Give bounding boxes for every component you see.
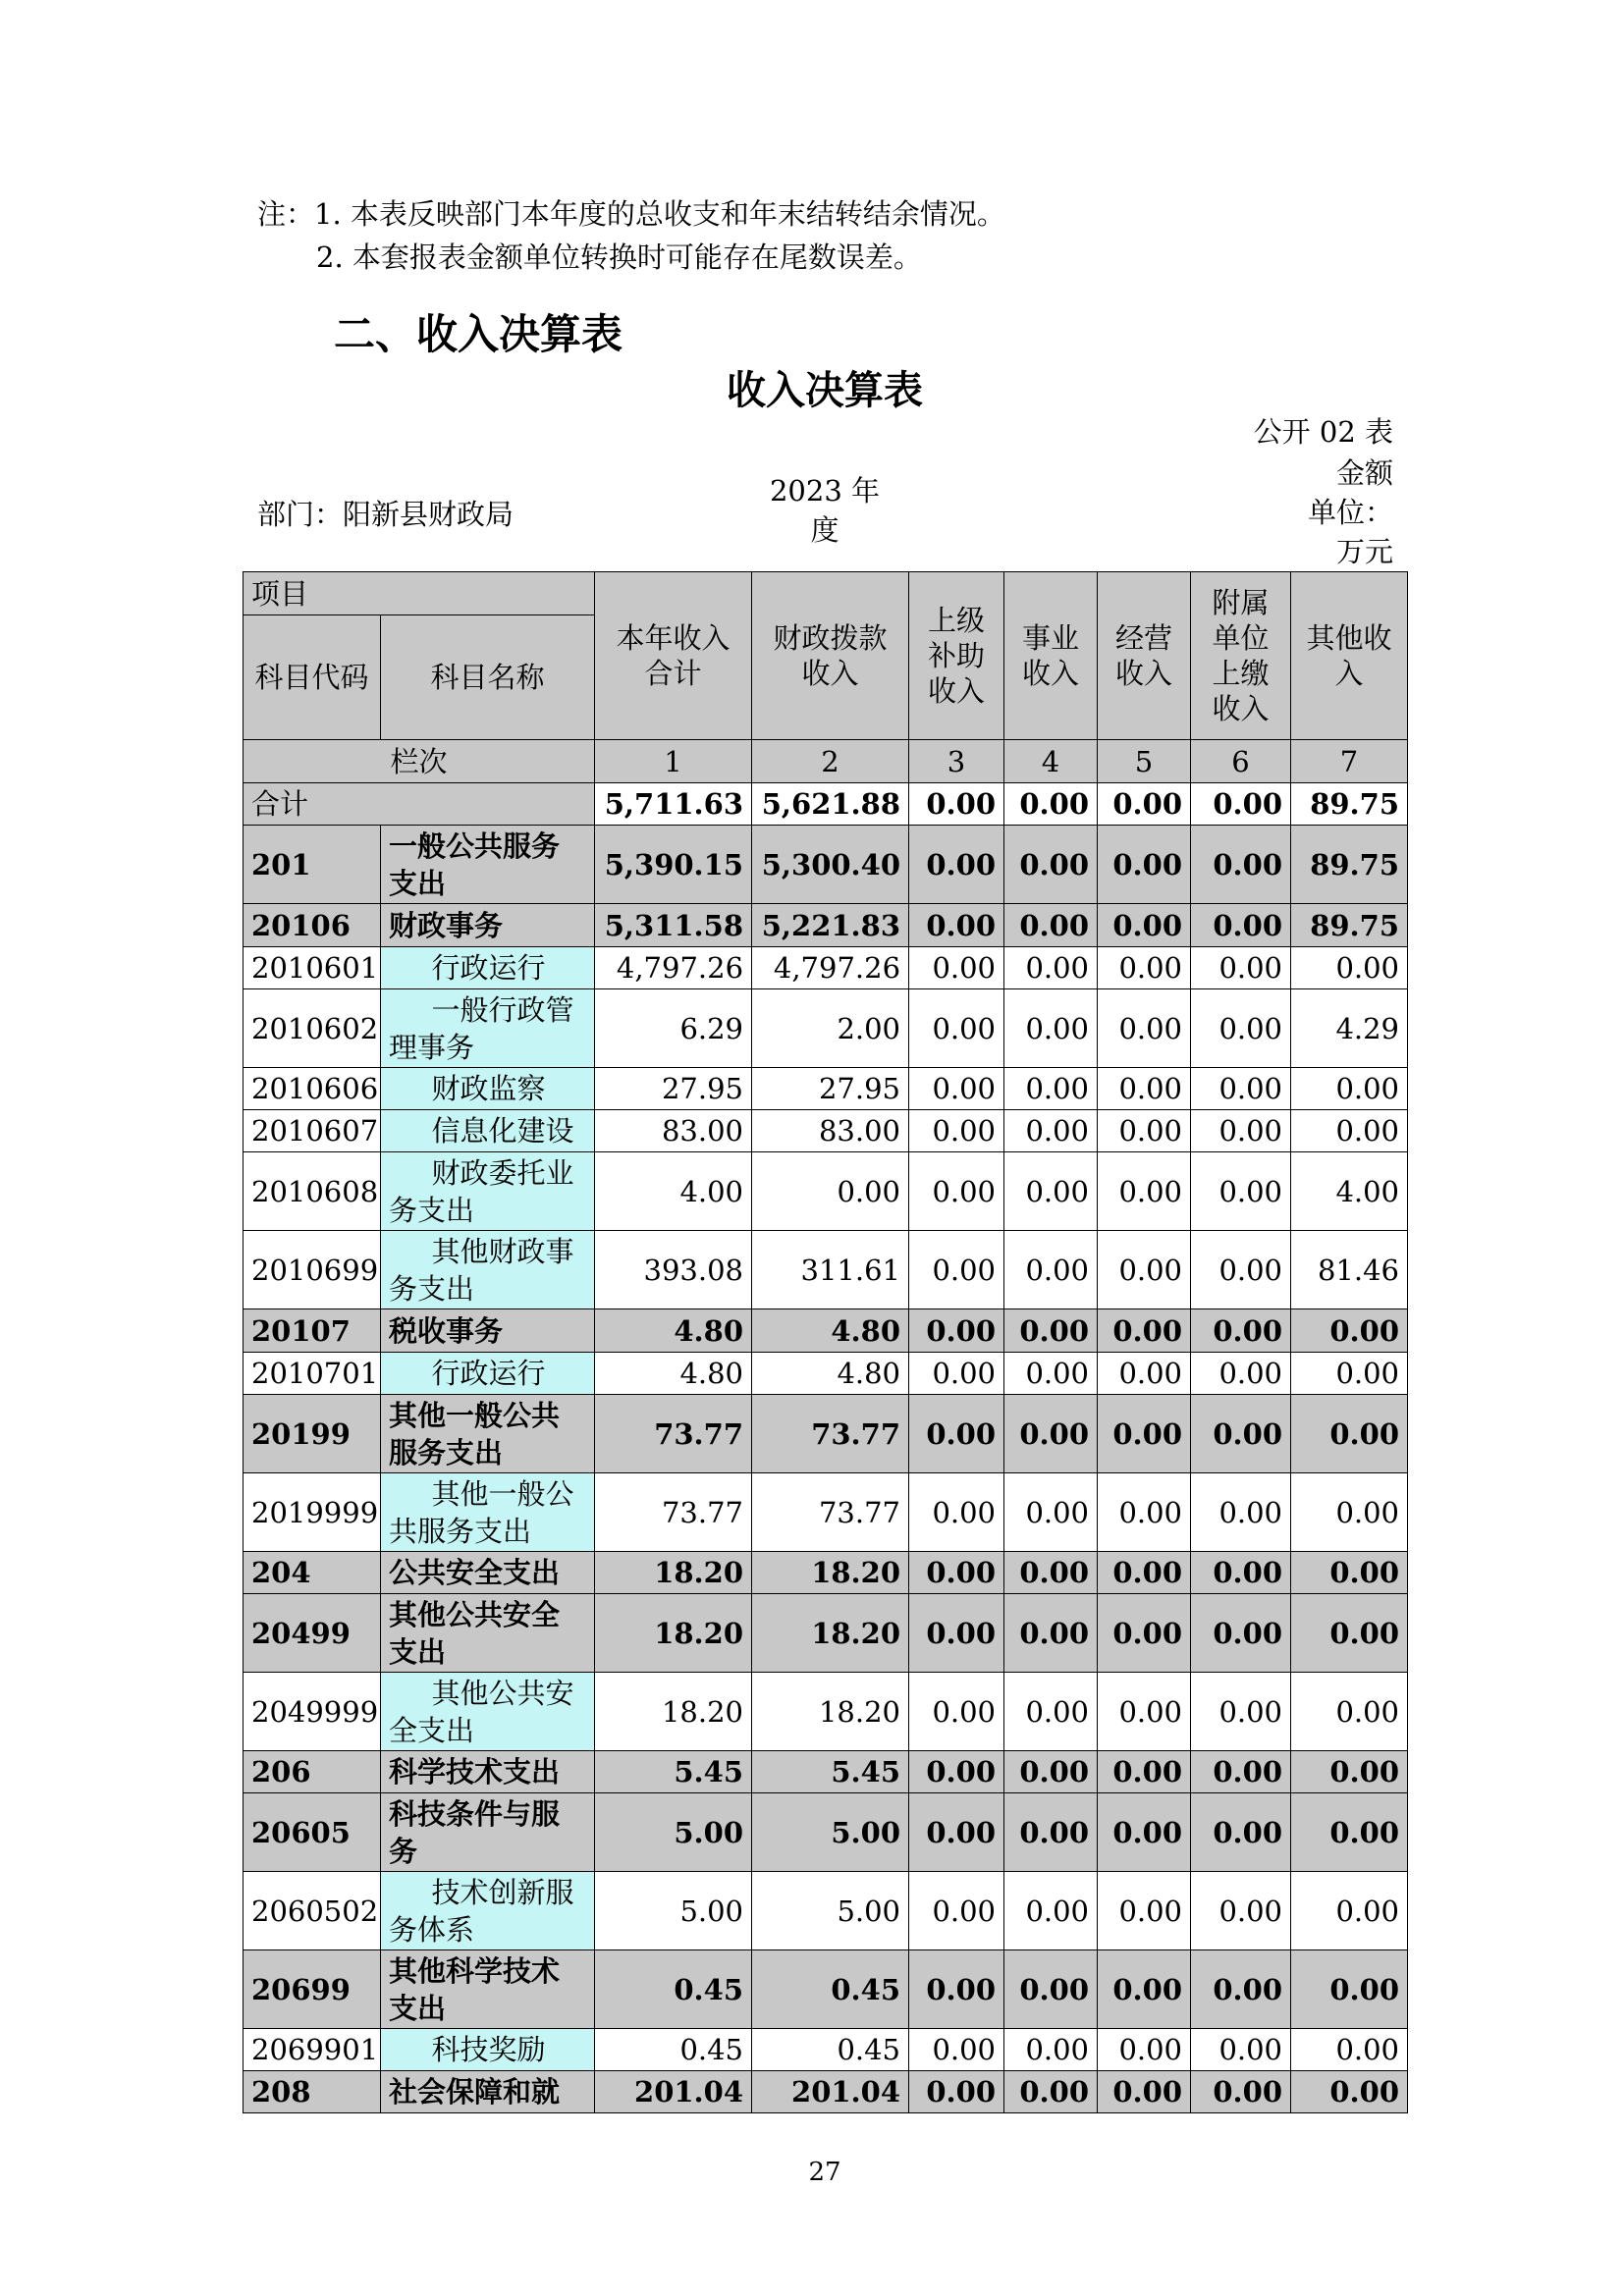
amount-cell: 0.00 xyxy=(909,2071,1004,2113)
amount-cell: 0.00 xyxy=(1098,1872,1191,1950)
amount-cell: 0.00 xyxy=(1291,1594,1408,1673)
amount-cell: 4.80 xyxy=(595,1353,752,1395)
amount-cell: 0.00 xyxy=(1004,2071,1098,2113)
income-table xyxy=(243,571,1408,2113)
subject-name: 行政运行 xyxy=(381,1353,595,1395)
amount-cell: 0.00 xyxy=(1004,1309,1098,1353)
amount-cell: 5.45 xyxy=(595,1751,752,1793)
amount-cell: 0.00 xyxy=(909,1353,1004,1395)
amount-cell: 0.00 xyxy=(1098,1152,1191,1231)
subject-name: 信息化建设 xyxy=(381,1110,595,1152)
subject-name: 科技条件与服务 xyxy=(381,1793,595,1872)
amount-cell: 4,797.26 xyxy=(752,947,909,989)
amount-cell: 4.80 xyxy=(752,1353,909,1395)
amount-cell: 0.00 xyxy=(909,1309,1004,1353)
column-number: 7 xyxy=(1291,740,1408,783)
amount-cell: 0.00 xyxy=(1004,1473,1098,1552)
note-line-2: 2. 本套报表金额单位转换时可能存在尾数误差。 xyxy=(316,240,922,274)
subject-code: 2010608 xyxy=(244,1152,381,1231)
subject-name: 其他财政事务支出 xyxy=(381,1231,595,1309)
amount-cell: 18.20 xyxy=(752,1594,909,1673)
total-value: 0.00 xyxy=(1191,783,1291,826)
header-col-superior: 上级补助收入 xyxy=(909,572,1004,740)
amount-cell: 0.00 xyxy=(909,1594,1004,1673)
subject-code: 206 xyxy=(244,1751,381,1793)
amount-cell: 83.00 xyxy=(595,1110,752,1152)
column-number: 3 xyxy=(909,740,1004,783)
header-col-business: 经营收入 xyxy=(1098,572,1191,740)
total-value: 5,711.63 xyxy=(595,783,752,826)
amount-cell: 0.00 xyxy=(1098,1950,1191,2029)
amount-cell: 0.00 xyxy=(1191,1110,1291,1152)
subject-code: 2069901 xyxy=(244,2029,381,2071)
unit-label-line-3: 万元 xyxy=(1335,535,1393,568)
column-number: 4 xyxy=(1004,740,1098,783)
amount-cell: 0.00 xyxy=(1191,1673,1291,1751)
subject-name: 其他一般公共服务支出 xyxy=(381,1395,595,1473)
amount-cell: 0.00 xyxy=(1098,904,1191,947)
subject-code: 20499 xyxy=(244,1594,381,1673)
amount-cell: 0.00 xyxy=(1098,1473,1191,1552)
amount-cell: 0.00 xyxy=(909,1872,1004,1950)
table-row xyxy=(244,989,1408,1068)
amount-cell: 0.00 xyxy=(752,1152,909,1231)
header-col-total: 本年收入合计 xyxy=(595,572,752,740)
amount-cell: 0.00 xyxy=(1291,1673,1408,1751)
amount-cell: 0.00 xyxy=(1191,2029,1291,2071)
amount-cell: 0.00 xyxy=(1291,1950,1408,2029)
amount-cell: 0.00 xyxy=(1004,989,1098,1068)
column-label: 栏次 xyxy=(244,740,595,783)
table-row xyxy=(244,1068,1408,1110)
amount-cell: 4.29 xyxy=(1291,989,1408,1068)
column-number: 1 xyxy=(595,740,752,783)
amount-cell: 0.00 xyxy=(1191,1950,1291,2029)
amount-cell: 201.04 xyxy=(595,2071,752,2113)
amount-cell: 0.00 xyxy=(1004,1552,1098,1594)
page-number: 27 xyxy=(808,2158,841,2187)
total-value: 0.00 xyxy=(1004,783,1098,826)
amount-cell: 0.00 xyxy=(1291,1110,1408,1152)
amount-cell: 0.00 xyxy=(1191,1353,1291,1395)
header-col-other: 其他收入 xyxy=(1291,572,1408,740)
subject-code: 2010701 xyxy=(244,1353,381,1395)
table-row xyxy=(244,826,1408,904)
subject-code: 20605 xyxy=(244,1793,381,1872)
table-row xyxy=(244,1110,1408,1152)
table-row xyxy=(244,1950,1408,2029)
subject-code: 201 xyxy=(244,826,381,904)
amount-cell: 83.00 xyxy=(752,1110,909,1152)
amount-cell: 5.00 xyxy=(595,1872,752,1950)
amount-cell: 0.00 xyxy=(909,1751,1004,1793)
subject-name: 一般公共服务支出 xyxy=(381,826,595,904)
subject-name: 公共安全支出 xyxy=(381,1552,595,1594)
amount-cell: 0.00 xyxy=(1004,904,1098,947)
amount-cell: 0.00 xyxy=(909,1673,1004,1751)
amount-cell: 0.00 xyxy=(1191,1793,1291,1872)
amount-cell: 0.00 xyxy=(1098,1353,1191,1395)
report-year xyxy=(766,471,884,550)
amount-cell: 0.00 xyxy=(1098,1552,1191,1594)
header-name: 科目名称 xyxy=(381,615,595,740)
amount-cell: 0.45 xyxy=(595,1950,752,2029)
amount-cell: 0.45 xyxy=(752,2029,909,2071)
amount-cell: 0.00 xyxy=(909,1473,1004,1552)
subject-code: 208 xyxy=(244,2071,381,2113)
amount-cell: 0.00 xyxy=(909,1552,1004,1594)
amount-cell: 4,797.26 xyxy=(595,947,752,989)
amount-cell: 0.00 xyxy=(1098,1110,1191,1152)
subject-name: 其他公共安全支出 xyxy=(381,1594,595,1673)
subject-name: 一般行政管理事务 xyxy=(381,989,595,1068)
subject-code: 2060502 xyxy=(244,1872,381,1950)
amount-cell: 201.04 xyxy=(752,2071,909,2113)
total-value: 0.00 xyxy=(1098,783,1191,826)
table-row xyxy=(244,1152,1408,1231)
amount-cell: 18.20 xyxy=(752,1552,909,1594)
amount-cell: 2.00 xyxy=(752,989,909,1068)
table-row xyxy=(244,1473,1408,1552)
amount-cell: 0.00 xyxy=(1098,1594,1191,1673)
amount-cell: 73.77 xyxy=(595,1473,752,1552)
amount-cell: 0.00 xyxy=(1191,1152,1291,1231)
subject-code: 20106 xyxy=(244,904,381,947)
amount-cell: 89.75 xyxy=(1291,826,1408,904)
section-heading: 二、收入决算表 xyxy=(334,310,623,358)
amount-cell: 5,311.58 xyxy=(595,904,752,947)
amount-cell: 0.00 xyxy=(909,1395,1004,1473)
column-number-row xyxy=(244,740,1408,783)
amount-cell: 0.00 xyxy=(1191,1594,1291,1673)
table-row xyxy=(244,1552,1408,1594)
amount-cell: 0.00 xyxy=(909,1231,1004,1309)
amount-cell: 4.00 xyxy=(595,1152,752,1231)
header-col-affiliated: 附属单位上缴收入 xyxy=(1191,572,1291,740)
table-row xyxy=(244,947,1408,989)
total-row xyxy=(244,783,1408,826)
amount-cell: 0.00 xyxy=(909,1950,1004,2029)
subject-code: 2010607 xyxy=(244,1110,381,1152)
amount-cell: 0.00 xyxy=(1191,1473,1291,1552)
subject-code: 20199 xyxy=(244,1395,381,1473)
amount-cell: 0.00 xyxy=(1098,1068,1191,1110)
amount-cell: 0.00 xyxy=(1191,1309,1291,1353)
amount-cell: 0.00 xyxy=(1291,1068,1408,1110)
amount-cell: 0.00 xyxy=(1098,826,1191,904)
subject-name: 财政委托业务支出 xyxy=(381,1152,595,1231)
amount-cell: 0.00 xyxy=(909,1793,1004,1872)
amount-cell: 18.20 xyxy=(595,1594,752,1673)
subject-name: 财政事务 xyxy=(381,904,595,947)
amount-cell: 0.00 xyxy=(909,2029,1004,2071)
header-project: 项目 xyxy=(244,572,595,615)
amount-cell: 0.00 xyxy=(1004,1068,1098,1110)
amount-cell: 81.46 xyxy=(1291,1231,1408,1309)
amount-cell: 0.00 xyxy=(1191,1231,1291,1309)
amount-cell: 0.00 xyxy=(909,989,1004,1068)
amount-cell: 27.95 xyxy=(595,1068,752,1110)
total-value: 5,621.88 xyxy=(752,783,909,826)
amount-cell: 0.00 xyxy=(1004,2029,1098,2071)
column-number: 5 xyxy=(1098,740,1191,783)
subject-name: 财政监察 xyxy=(381,1068,595,1110)
total-value: 89.75 xyxy=(1291,783,1408,826)
amount-cell: 0.00 xyxy=(1291,1309,1408,1353)
subject-name: 其他公共安全支出 xyxy=(381,1673,595,1751)
table-row xyxy=(244,2071,1408,2113)
table-row xyxy=(244,1793,1408,1872)
amount-cell: 0.00 xyxy=(1291,2029,1408,2071)
amount-cell: 4.00 xyxy=(1291,1152,1408,1231)
amount-cell: 0.00 xyxy=(909,1110,1004,1152)
header-row-1 xyxy=(244,572,1408,615)
amount-cell: 0.00 xyxy=(1004,826,1098,904)
amount-cell: 0.00 xyxy=(1004,1353,1098,1395)
subject-name: 技术创新服务体系 xyxy=(381,1872,595,1950)
amount-cell: 0.00 xyxy=(1098,2029,1191,2071)
amount-cell: 0.00 xyxy=(1098,2071,1191,2113)
amount-cell: 0.00 xyxy=(1004,1872,1098,1950)
amount-cell: 73.77 xyxy=(752,1473,909,1552)
subject-name: 税收事务 xyxy=(381,1309,595,1353)
subject-code: 2019999 xyxy=(244,1473,381,1552)
total-value: 0.00 xyxy=(909,783,1004,826)
amount-cell: 0.00 xyxy=(1191,989,1291,1068)
amount-cell: 73.77 xyxy=(595,1395,752,1473)
amount-cell: 5.00 xyxy=(752,1872,909,1950)
report-year-line-2: 度 xyxy=(810,513,839,547)
amount-cell: 5.00 xyxy=(752,1793,909,1872)
note-line-1: 注：1. 本表反映部门本年度的总收支和年末结转结余情况。 xyxy=(257,197,1005,231)
column-number: 6 xyxy=(1191,740,1291,783)
subject-name: 社会保障和就 xyxy=(381,2071,595,2113)
amount-cell: 5,300.40 xyxy=(752,826,909,904)
amount-cell: 0.00 xyxy=(1191,1395,1291,1473)
amount-cell: 0.00 xyxy=(1098,1751,1191,1793)
amount-cell: 0.00 xyxy=(1004,1110,1098,1152)
amount-cell: 0.00 xyxy=(1004,1395,1098,1473)
form-number: 公开 02 表 xyxy=(1253,415,1393,449)
amount-cell: 0.00 xyxy=(1098,1673,1191,1751)
amount-cell: 0.00 xyxy=(1004,1152,1098,1231)
amount-cell: 0.00 xyxy=(1098,989,1191,1068)
column-number: 2 xyxy=(752,740,909,783)
header-code: 科目代码 xyxy=(244,615,381,740)
subject-name: 其他一般公共服务支出 xyxy=(381,1473,595,1552)
amount-cell: 5.45 xyxy=(752,1751,909,1793)
subject-name: 科学技术支出 xyxy=(381,1751,595,1793)
amount-cell: 18.20 xyxy=(595,1673,752,1751)
amount-cell: 0.00 xyxy=(909,904,1004,947)
amount-cell: 0.00 xyxy=(1004,1594,1098,1673)
subject-name: 行政运行 xyxy=(381,947,595,989)
amount-cell: 0.00 xyxy=(1004,1793,1098,1872)
table-row xyxy=(244,1594,1408,1673)
subject-code: 2010699 xyxy=(244,1231,381,1309)
amount-cell: 0.00 xyxy=(1004,1950,1098,2029)
amount-cell: 0.00 xyxy=(1191,826,1291,904)
amount-cell: 5.00 xyxy=(595,1793,752,1872)
subject-code: 2049999 xyxy=(244,1673,381,1751)
subject-code: 20107 xyxy=(244,1309,381,1353)
report-year-line-1: 2023 年 xyxy=(769,474,881,507)
subject-code: 204 xyxy=(244,1552,381,1594)
amount-cell: 27.95 xyxy=(752,1068,909,1110)
table-title: 收入决算表 xyxy=(727,368,923,413)
amount-cell: 4.80 xyxy=(595,1309,752,1353)
amount-cell: 0.00 xyxy=(1191,1068,1291,1110)
table-row xyxy=(244,1751,1408,1793)
amount-cell: 0.00 xyxy=(1098,1793,1191,1872)
amount-cell: 0.00 xyxy=(1098,1395,1191,1473)
subject-code: 20699 xyxy=(244,1950,381,2029)
table-row xyxy=(244,1231,1408,1309)
amount-cell: 0.00 xyxy=(1291,947,1408,989)
amount-cell: 0.00 xyxy=(1191,1552,1291,1594)
amount-cell: 5,221.83 xyxy=(752,904,909,947)
amount-cell: 0.00 xyxy=(909,826,1004,904)
amount-cell: 0.45 xyxy=(595,2029,752,2071)
amount-cell: 0.00 xyxy=(1191,904,1291,947)
amount-cell: 0.00 xyxy=(909,1068,1004,1110)
table-row xyxy=(244,1309,1408,1353)
amount-cell: 393.08 xyxy=(595,1231,752,1309)
amount-cell: 0.00 xyxy=(1004,1751,1098,1793)
amount-cell: 0.00 xyxy=(1291,1793,1408,1872)
amount-cell: 5,390.15 xyxy=(595,826,752,904)
amount-cell: 0.00 xyxy=(1191,2071,1291,2113)
amount-cell: 0.00 xyxy=(1004,1673,1098,1751)
amount-cell: 311.61 xyxy=(752,1231,909,1309)
amount-cell: 18.20 xyxy=(595,1552,752,1594)
amount-cell: 0.00 xyxy=(909,1152,1004,1231)
amount-cell: 73.77 xyxy=(752,1395,909,1473)
subject-code: 2010602 xyxy=(244,989,381,1068)
subject-name: 科技奖励 xyxy=(381,2029,595,2071)
amount-cell: 0.00 xyxy=(1291,1751,1408,1793)
subject-name: 其他科学技术支出 xyxy=(381,1950,595,2029)
amount-cell: 0.00 xyxy=(1191,1872,1291,1950)
amount-cell: 0.00 xyxy=(1291,1552,1408,1594)
table-row xyxy=(244,904,1408,947)
amount-cell: 0.00 xyxy=(1098,1309,1191,1353)
unit-label-line-1: 金额 xyxy=(1335,456,1393,490)
amount-cell: 0.00 xyxy=(1098,1231,1191,1309)
unit-label-line-2: 单位： xyxy=(1307,496,1393,529)
amount-cell: 89.75 xyxy=(1291,904,1408,947)
amount-cell: 0.00 xyxy=(1098,947,1191,989)
amount-cell: 0.00 xyxy=(1004,1231,1098,1309)
amount-cell: 0.00 xyxy=(1291,2071,1408,2113)
header-col-career: 事业收入 xyxy=(1004,572,1098,740)
subject-code: 2010606 xyxy=(244,1068,381,1110)
department-label: 部门：阳新县财政局 xyxy=(257,498,514,531)
amount-cell: 6.29 xyxy=(595,989,752,1068)
table-row xyxy=(244,2029,1408,2071)
amount-cell: 0.00 xyxy=(1291,1353,1408,1395)
amount-cell: 0.00 xyxy=(1004,947,1098,989)
amount-cell: 0.45 xyxy=(752,1950,909,2029)
total-label: 合计 xyxy=(244,783,595,826)
amount-cell: 0.00 xyxy=(1191,1751,1291,1793)
subject-code: 2010601 xyxy=(244,947,381,989)
amount-cell: 4.80 xyxy=(752,1309,909,1353)
table-row xyxy=(244,1872,1408,1950)
amount-cell: 0.00 xyxy=(1191,947,1291,989)
amount-cell: 0.00 xyxy=(1291,1395,1408,1473)
amount-cell: 0.00 xyxy=(1291,1872,1408,1950)
amount-cell: 0.00 xyxy=(909,947,1004,989)
table-row xyxy=(244,1395,1408,1473)
table-row xyxy=(244,1353,1408,1395)
amount-cell: 18.20 xyxy=(752,1673,909,1751)
table-row xyxy=(244,1673,1408,1751)
amount-cell: 0.00 xyxy=(1291,1473,1408,1552)
header-col-fiscal: 财政拨款收入 xyxy=(752,572,909,740)
